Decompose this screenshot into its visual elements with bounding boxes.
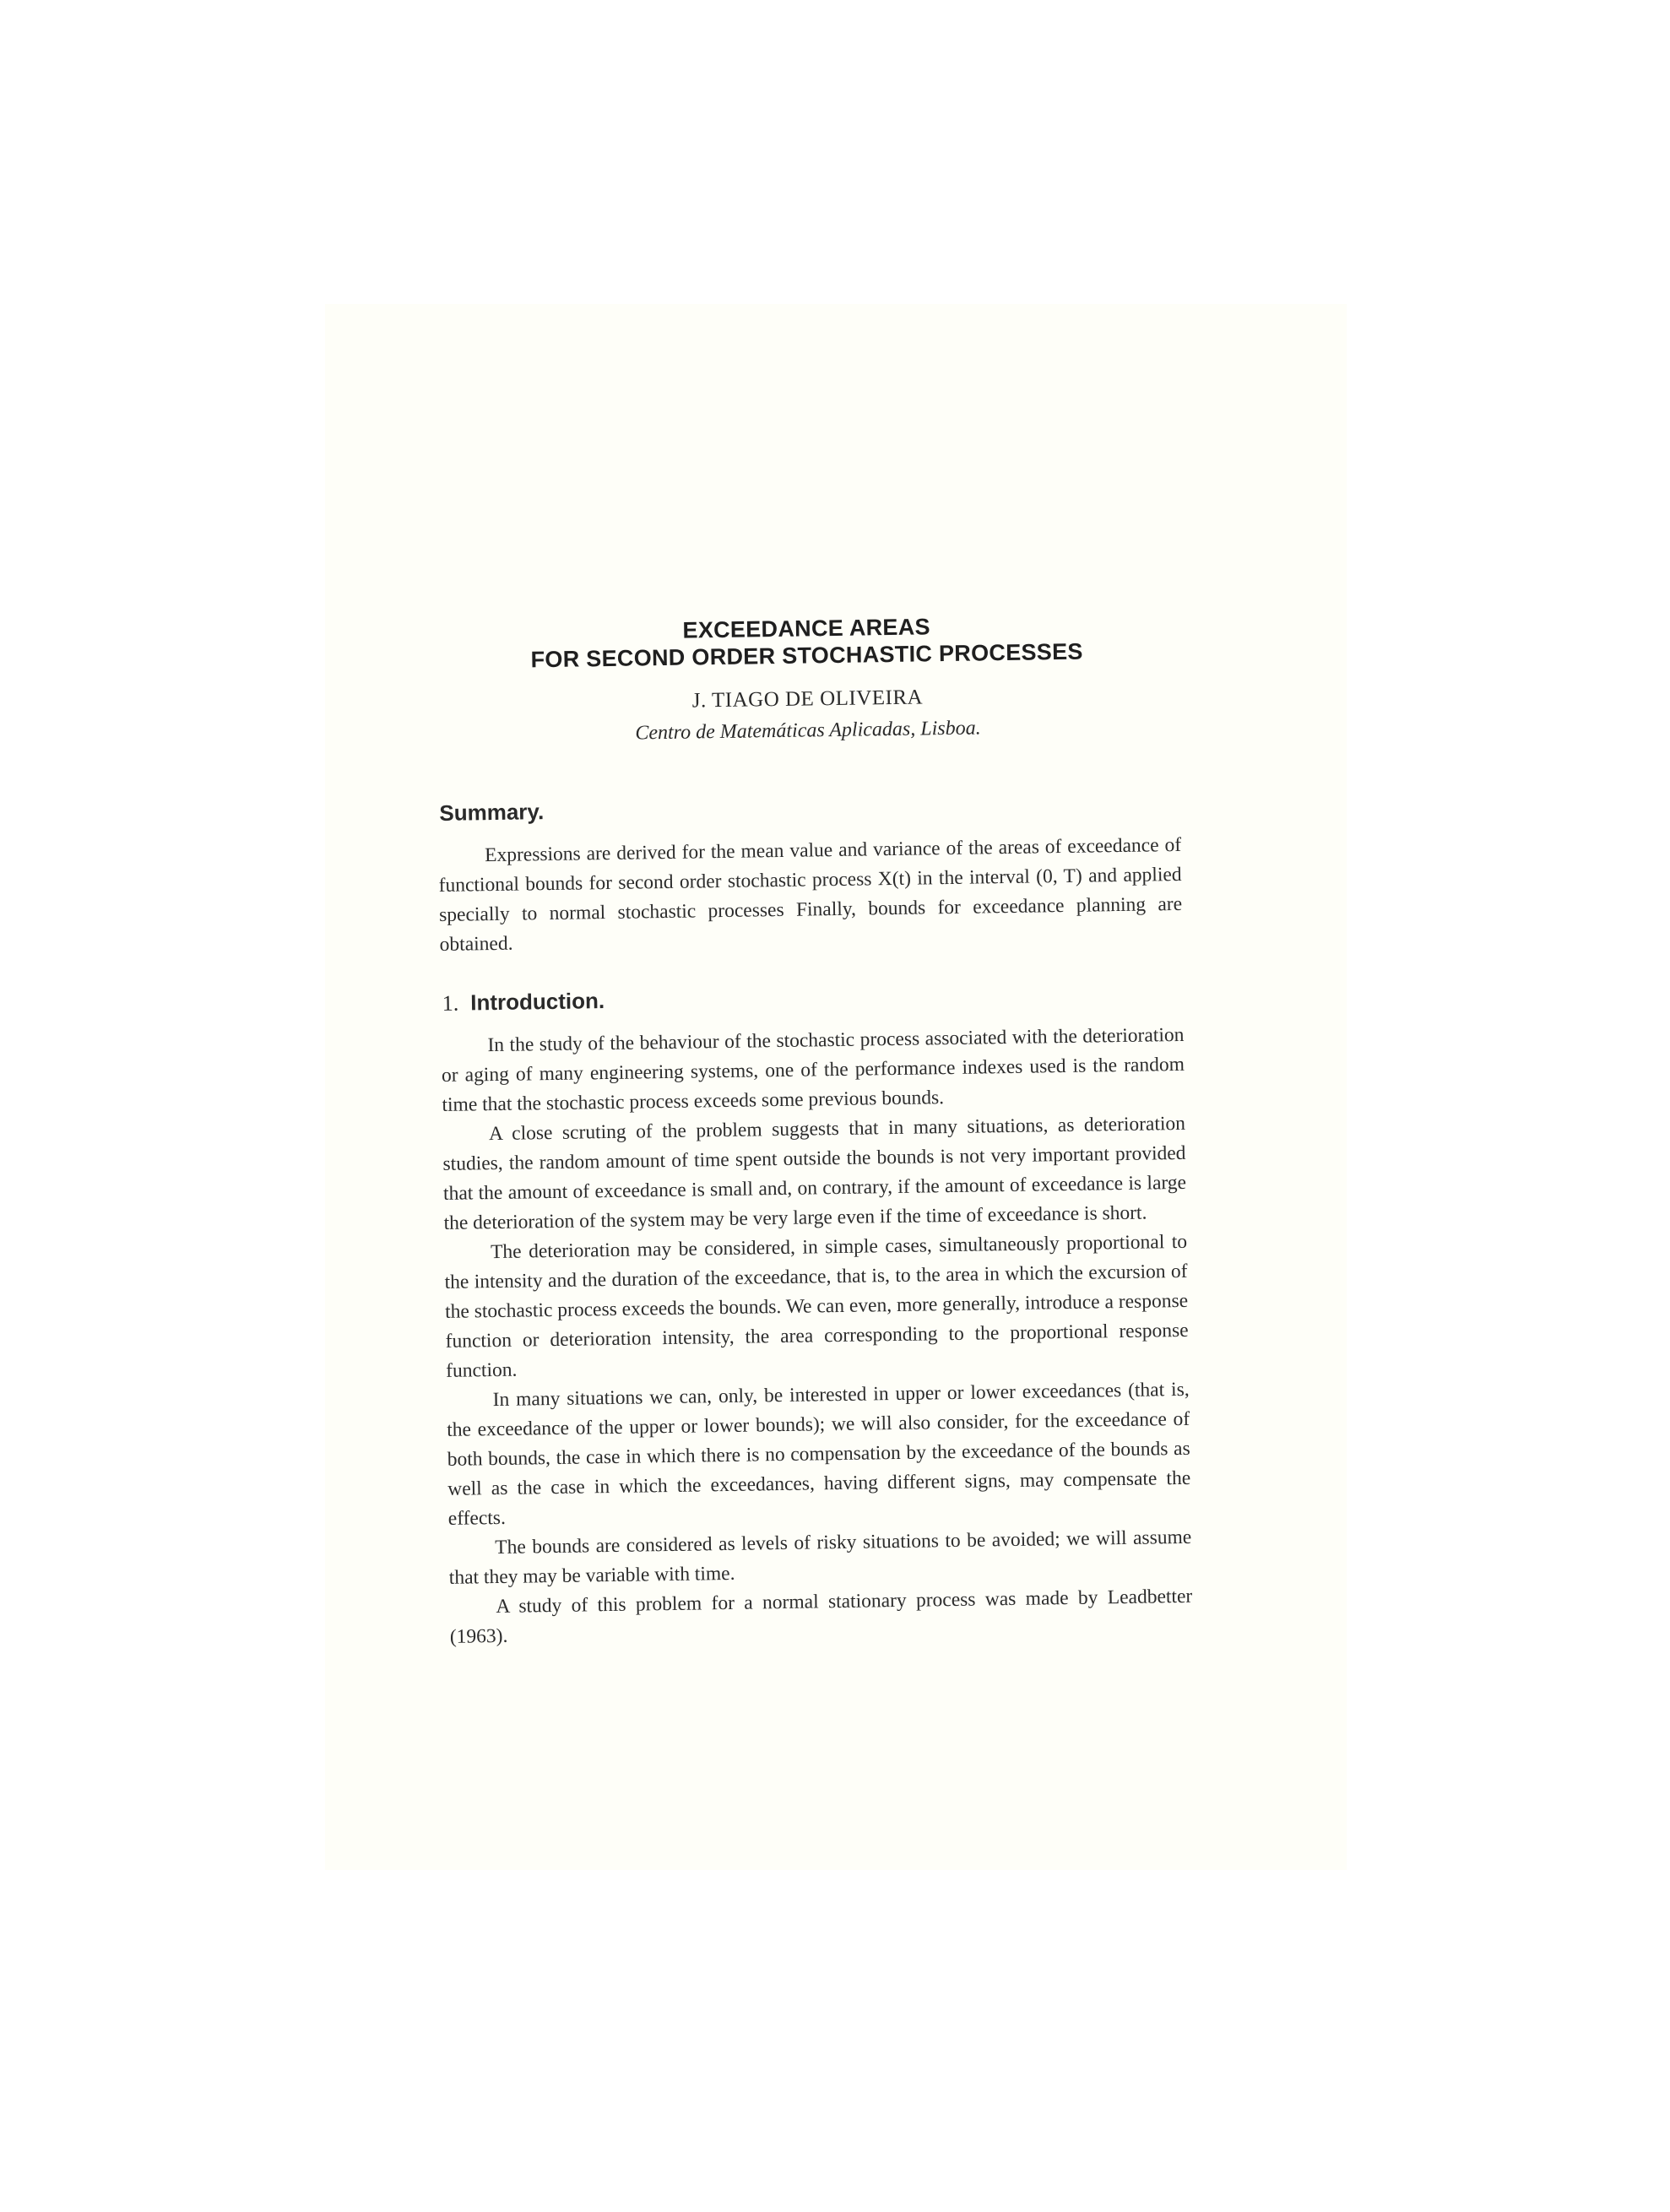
- section-title: Introduction.: [469, 988, 605, 1016]
- intro-paragraph: In many situations we can, only, be interested in upper or lower exceedances (that is, the exceedance of the upper or lower bounds); we will also consider, for the exceedance of both bounds, the case in which there is no compensation by the exceedance of the bounds as well as the case in which the exceedances, having different signs, may compensate the effects.: [447, 1378, 1191, 1530]
- intro-paragraph: A study of this problem for a normal stationary process was made by Leadbetter (1963).: [449, 1585, 1193, 1648]
- author-affiliation: Centro de Matemáticas Aplicadas, Lisboa.: [635, 717, 981, 745]
- introduction-heading: [442, 979, 1183, 1017]
- title-line-2: FOR SECOND ORDER STOCHASTIC PROCESSES: [530, 638, 1083, 673]
- author-name: J. TIAGO DE OLIVEIRA: [691, 686, 924, 713]
- title-line-1: EXCEEDANCE AREAS: [682, 614, 931, 643]
- intro-paragraph: The deterioration may be considered, in simple cases, simultaneously proportional to the intensity and the duration of the exceedance, that is, to the area in which the excursion of the stochastic process exceeds the bounds. We can even, more generally, introduce a response function or deterioration intensity, the area corresponding to the proportional response function.: [444, 1230, 1189, 1382]
- summary-text: Expressions are derived for the mean value and variance of the areas of exceedance of functional bounds for second order stochastic process X(t) in the interval (0, T) and applied specially to normal stochastic processes Finally, bounds for exceedance planning are obtained.: [438, 833, 1183, 956]
- intro-paragraph: The bounds are considered as levels of risky situations to be avoided; we will assume that they may be variable with time.: [448, 1526, 1192, 1589]
- intro-paragraph: In the study of the behaviour of the stochastic process associated with the deterioration or aging of many engineering systems, one of the performance indexes used is the random time that the stochastic process exceeds some previous bounds.: [441, 1023, 1185, 1116]
- article-body: [435, 610, 1193, 1652]
- section-number: 1.: [442, 990, 459, 1016]
- summary-heading: Summary.: [439, 799, 545, 826]
- article-title: [435, 610, 1179, 675]
- intro-paragraph: A close scruting of the problem suggests that in many situations, as deterioration studies, the random amount of time spent outside the bounds is not very important provided that the amount of exceedance is small and, on contrary, if the amount of exceedance is large the deterioration of the system may be very large even if the time of exceedance is short.: [442, 1112, 1187, 1234]
